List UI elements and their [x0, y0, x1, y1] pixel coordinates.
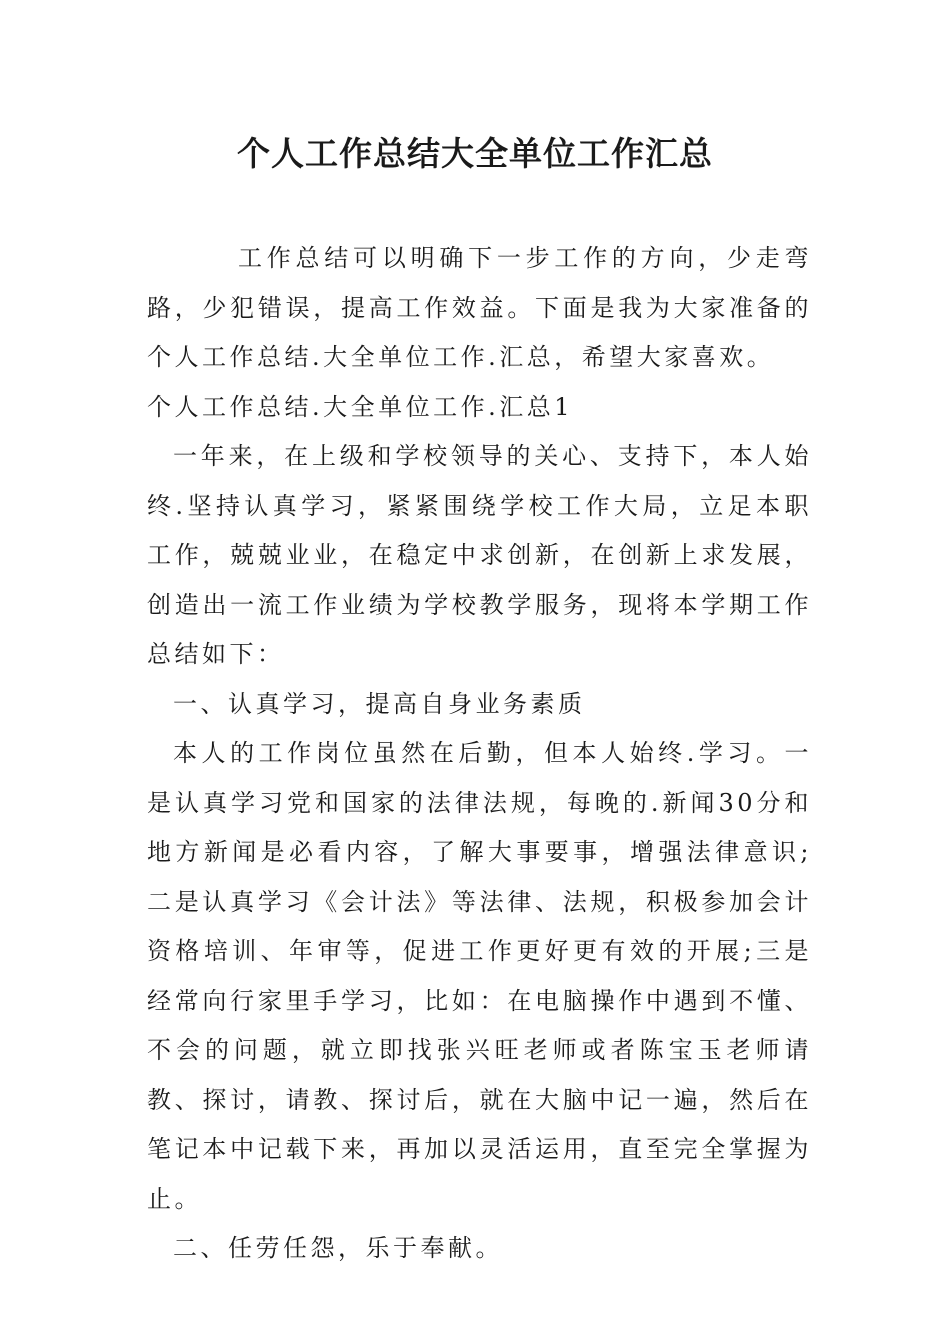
body-paragraph: 本人的工作岗位虽然在后勤，但本人始终.学习。一是认真学习党和国家的法律法规，每晚的.新闻30分和地方新闻是必看内容，了解大事要事，增强法律意识;二是认真学习《会计法》等法律、法规，积极参加会计资格培训、年审等，促进工作更好更有效的开展;三是经常向行家里手学习，比如：在电脑操作中遇到不懂、不会的问题，就立即找张兴旺老师或者陈宝玉老师请教、探讨，请教、探讨后，就在大脑中记一遍，然后在笔记本中记载下来，再加以灵活运用，直至完全掌握为止。: [147, 739, 812, 1213]
document-body: [147, 234, 812, 1274]
subheading-1: 一、认真学习，提高自身业务素质: [173, 689, 586, 718]
subheading-2: 二、任劳任怨，乐于奉献。: [173, 1234, 503, 1262]
document-title: 个人工作总结大全单位工作汇总: [237, 134, 713, 173]
section-heading-1: 个人工作总结.大全单位工作.汇总1: [147, 392, 574, 421]
intro-paragraph: 工作总结可以明确下一步工作的方向，少走弯路，少犯错误，提高工作效益。下面是我为大家准备的个人工作总结.大全单位工作.汇总，希望大家喜欢。: [147, 244, 812, 371]
body-paragraph: 一年来，在上级和学校领导的关心、支持下，本人始终.坚持认真学习，紧紧围绕学校工作大局，立足本职工作，兢兢业业，在稳定中求创新，在创新上求发展，创造出一流工作业绩为学校教学服务，现将本学期工作总结如下：: [147, 442, 812, 668]
